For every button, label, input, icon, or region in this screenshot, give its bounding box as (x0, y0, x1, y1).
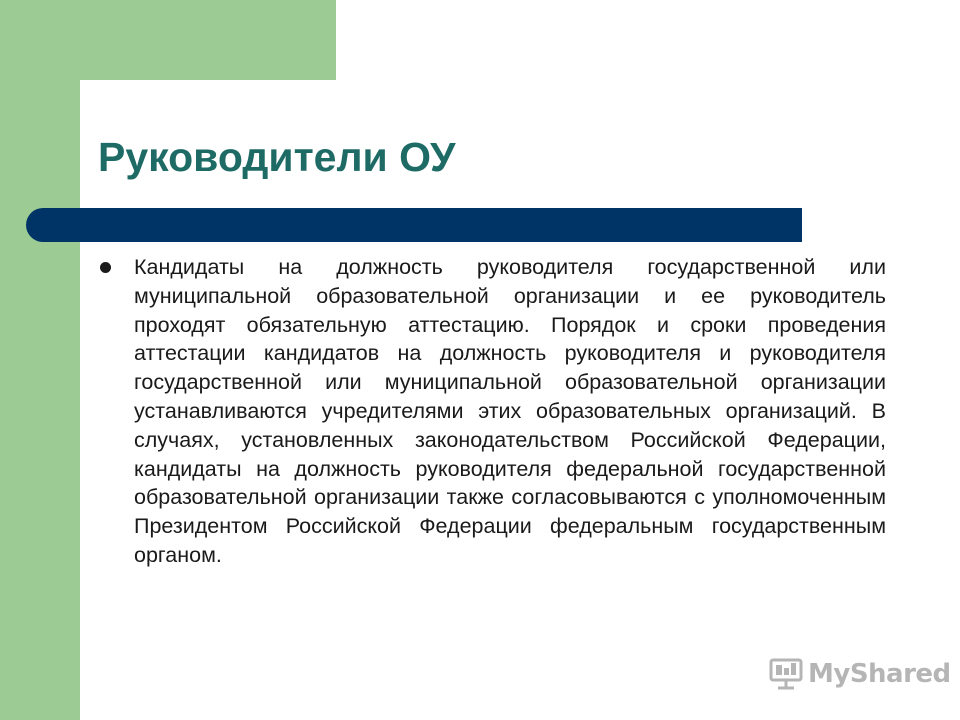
title-accent-bar (26, 208, 802, 242)
list-item (100, 253, 886, 570)
slide-title: Руководители ОУ (98, 134, 456, 180)
watermark-logo (768, 654, 951, 694)
side-green-panel (0, 0, 80, 720)
bullet-icon (100, 262, 111, 273)
watermark-text: MyShared (808, 659, 951, 689)
bullet-text: Кандидаты на должность руководителя государственной или муниципальной образовательной организации и ее руководитель проходят обязательную аттестацию. Порядок и сроки проведения аттестации кандидатов на должность руководителя и руководителя государственной или муниципальной образовательной организации устанавливаются учредителями этих образовательных организаций. В случаях, установленных законодательством Российской Федерации, кандидаты на должность руководителя федеральной государственной образовательной организации также согласовываются с уполномоченным Президентом Российской Федерации федеральным государственным органом. (134, 255, 886, 567)
bullet-list (100, 253, 886, 570)
presentation-screen-icon (768, 656, 804, 692)
top-green-panel (0, 0, 336, 80)
